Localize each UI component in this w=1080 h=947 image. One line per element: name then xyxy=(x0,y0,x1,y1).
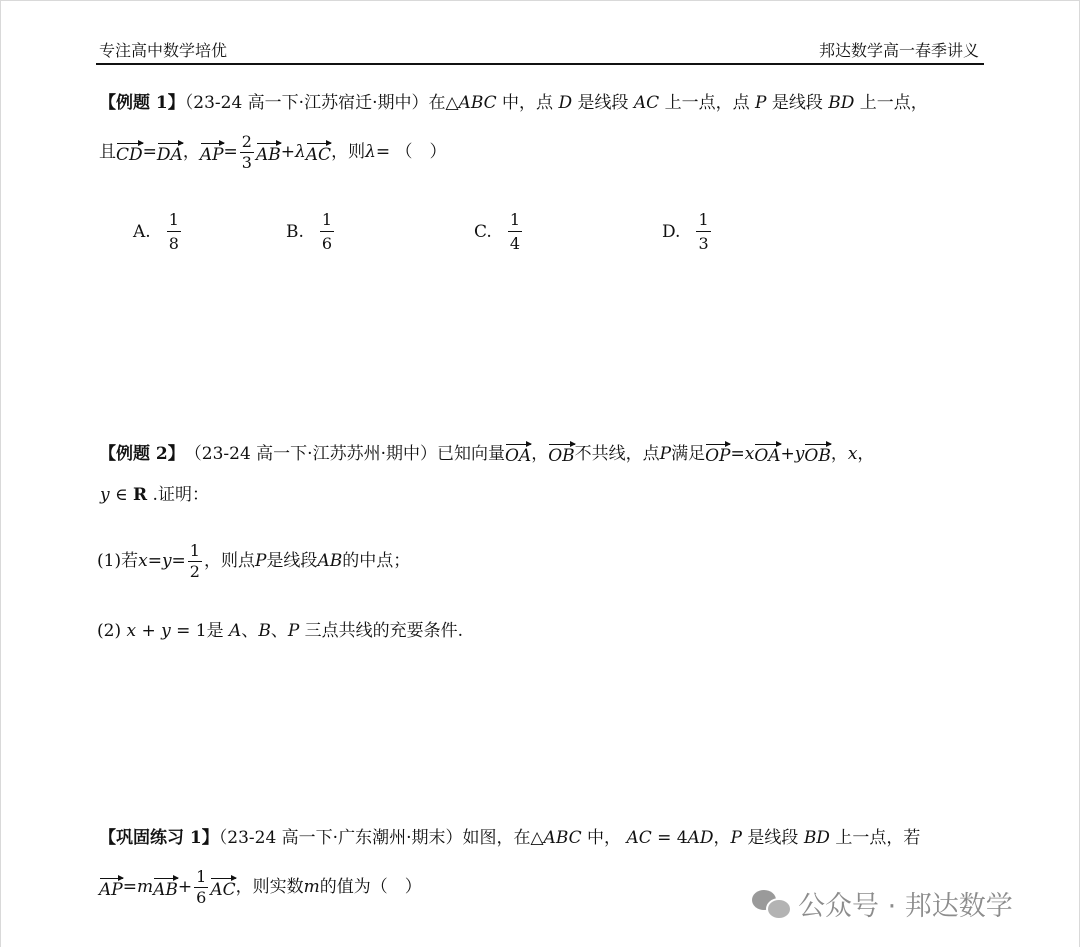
text: + xyxy=(177,877,193,897)
vector-op: OP xyxy=(705,443,730,465)
point-p: P xyxy=(730,828,742,848)
fraction-numerator: 1 xyxy=(321,210,333,229)
text: (2) xyxy=(97,621,127,641)
point-b: B xyxy=(258,621,271,641)
text: .证明： xyxy=(147,485,209,505)
option-c[interactable] xyxy=(474,210,524,253)
text: 三点共线的充要条件. xyxy=(299,621,464,641)
page-edge-left xyxy=(0,0,1,947)
watermark xyxy=(752,884,1013,923)
example-2-line-2 xyxy=(100,487,209,504)
vector-ac: AC xyxy=(306,142,331,164)
vector-cd: CD xyxy=(116,142,143,164)
segment-ac: AC xyxy=(626,828,652,848)
text: = xyxy=(122,877,137,897)
point-p: P xyxy=(287,621,300,641)
text: (1)若 xyxy=(97,551,139,571)
segment-bd: BD xyxy=(828,93,855,113)
text: 中， xyxy=(581,828,627,848)
text: 上一点，点 xyxy=(659,93,756,113)
practice-1-source: （23-24 高一下·广东潮州·期末）如图，在△ xyxy=(218,828,544,848)
fraction-denominator: 6 xyxy=(196,888,207,907)
text: 是线段 xyxy=(572,93,634,113)
var-x: x xyxy=(126,621,137,641)
fraction-numerator: 2 xyxy=(241,132,252,151)
page-edge-top xyxy=(0,0,1080,1)
example-1-line-2 xyxy=(99,134,447,171)
text: = xyxy=(223,142,238,162)
var-y: y xyxy=(161,551,172,571)
option-fraction xyxy=(696,210,710,253)
text: 、 xyxy=(241,621,259,641)
var-y: y xyxy=(100,485,110,505)
fraction-denominator: 2 xyxy=(189,562,200,581)
text: ，则点 xyxy=(203,551,255,571)
var-m: m xyxy=(303,877,320,897)
text: ， xyxy=(182,142,200,162)
segment-ad: AD xyxy=(687,828,714,848)
watermark-text: 公众号 · 邦达数学 xyxy=(798,891,1013,922)
example-1-line-1 xyxy=(99,95,928,112)
option-fraction xyxy=(320,210,334,253)
segment-ab: AB xyxy=(317,551,343,571)
text: 且 xyxy=(99,142,116,162)
point-p: P xyxy=(659,443,672,464)
example-2-line-1 xyxy=(99,443,874,465)
text: 是线段 xyxy=(766,93,829,113)
text: = xyxy=(142,142,157,162)
header-rule xyxy=(96,63,984,65)
fraction-numerator: 1 xyxy=(189,541,200,560)
text: + xyxy=(780,443,795,464)
segment-ac: AC xyxy=(633,93,660,113)
fraction-denominator: 6 xyxy=(320,231,334,253)
text: = xyxy=(147,551,162,571)
segment-bd: BD xyxy=(803,828,830,848)
text: + xyxy=(280,142,295,162)
vector-ap: AP xyxy=(200,142,224,164)
vector-ap: AP xyxy=(99,877,123,899)
text: 上一点，若 xyxy=(829,828,921,848)
text: ， xyxy=(531,443,549,464)
option-d[interactable] xyxy=(662,210,713,253)
example-2-part-2 xyxy=(97,623,463,640)
var-x: x xyxy=(138,551,148,571)
text: ∈ xyxy=(109,485,134,505)
lambda: λ xyxy=(365,142,376,162)
practice-1-tag: 【巩固练习 1】 xyxy=(99,828,219,848)
vector-ab: AB xyxy=(256,142,281,164)
fraction-denominator: 3 xyxy=(696,231,710,253)
text: = xyxy=(730,443,745,464)
text: 的中点； xyxy=(342,551,411,571)
text: ，则实数 xyxy=(235,877,304,897)
point-p: P xyxy=(755,93,767,113)
text: ， xyxy=(830,443,848,464)
text: ， xyxy=(857,443,875,464)
text: ， xyxy=(713,828,731,848)
point-p: P xyxy=(254,551,267,571)
vector-oa: OA xyxy=(754,443,780,465)
fraction-numerator: 1 xyxy=(168,210,179,229)
var-x: x xyxy=(744,443,755,464)
var-y: y xyxy=(161,621,171,641)
text: 中，点 xyxy=(496,93,559,113)
text: = xyxy=(171,551,186,571)
text: + xyxy=(136,621,162,641)
vector-oa: OA xyxy=(505,443,531,465)
text: 是线段 xyxy=(742,828,804,848)
text: = 1是 xyxy=(170,621,230,641)
example-2-part-1 xyxy=(97,543,410,580)
fraction-one-half xyxy=(188,543,202,580)
text: 是线段 xyxy=(266,551,318,571)
fraction-denominator: 3 xyxy=(241,153,252,172)
fraction-two-thirds xyxy=(240,134,254,171)
wechat-icon xyxy=(752,888,790,920)
practice-1-line-1 xyxy=(99,830,920,847)
real-numbers-symbol: R xyxy=(133,485,148,505)
header-right-text: 邦达数学高一春季讲义 xyxy=(818,41,979,60)
fraction-numerator: 1 xyxy=(509,210,520,229)
page-header xyxy=(96,38,984,64)
fraction-numerator: 1 xyxy=(196,867,207,886)
example-1-tag: 【例题 1】 xyxy=(99,93,185,113)
fraction-numerator: 1 xyxy=(698,210,709,229)
text: 、 xyxy=(270,621,288,641)
fraction-one-sixth xyxy=(194,869,208,906)
vector-ac: AC xyxy=(210,877,235,899)
text: 满足 xyxy=(671,443,706,464)
option-letter: D. xyxy=(662,221,681,242)
option-a[interactable] xyxy=(133,210,183,253)
text: ，则 xyxy=(331,142,366,162)
example-2-tag: 【例题 2】 xyxy=(99,443,185,464)
option-fraction xyxy=(167,210,181,253)
point-a: A xyxy=(229,621,242,641)
text: 不共线，点 xyxy=(574,443,660,464)
header-left-text: 专注高中数学培优 xyxy=(99,41,228,60)
vector-ob: OB xyxy=(548,443,574,465)
vector-ob: OB xyxy=(804,443,830,465)
option-letter: B. xyxy=(286,221,304,242)
option-fraction xyxy=(508,210,522,253)
point-d: D xyxy=(558,93,573,113)
example-1-source: （23-24 高一下·江苏宿迁·期中）在△ xyxy=(184,93,459,113)
text: = （ ） xyxy=(375,142,447,162)
option-letter: A. xyxy=(133,221,151,242)
triangle-abc: ABC xyxy=(458,93,497,113)
practice-1-line-2 xyxy=(99,869,422,906)
fraction-denominator: 4 xyxy=(508,231,522,253)
text: 上一点， xyxy=(854,93,928,113)
var-y: y xyxy=(794,443,805,464)
text: = 4 xyxy=(651,828,688,848)
example-2-source: （23-24 高一下·江苏苏州·期中）已知向量 xyxy=(184,443,505,464)
fraction-denominator: 8 xyxy=(167,231,181,253)
option-b[interactable] xyxy=(286,210,336,253)
vector-da: DA xyxy=(157,142,183,164)
text: 的值为（ ） xyxy=(319,877,422,897)
lambda: λ xyxy=(295,142,306,162)
var-m: m xyxy=(136,877,154,897)
var-x: x xyxy=(847,443,858,464)
option-letter: C. xyxy=(474,221,492,242)
vector-ab: AB xyxy=(153,877,178,899)
triangle-abc: ABC xyxy=(543,828,582,848)
